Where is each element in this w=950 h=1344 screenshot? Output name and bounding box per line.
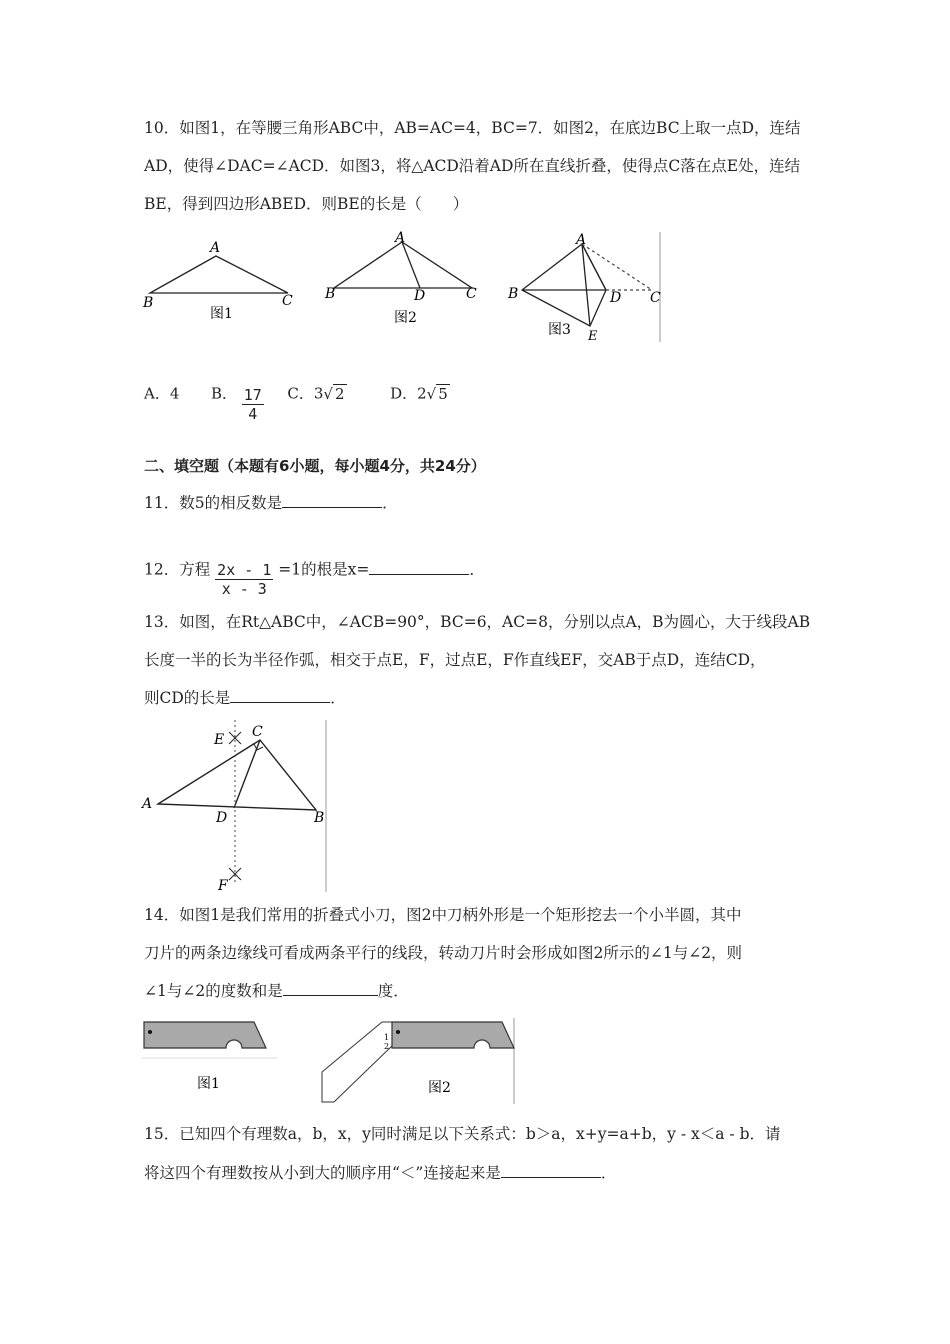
option-a: A．4: [144, 384, 180, 403]
knife-handle: [392, 1022, 514, 1048]
figure-caption: 图2: [394, 310, 417, 326]
q11-text: 11．数5的相反数是: [144, 494, 283, 512]
q11-answer-blank[interactable]: [282, 493, 382, 508]
figure-caption: 图1: [210, 306, 233, 322]
option-d-prefix: D．2: [390, 384, 427, 403]
label-e: E: [214, 732, 225, 748]
label-b: B: [314, 810, 325, 826]
label-a: A: [576, 232, 587, 248]
q14-figure-2: [316, 1018, 518, 1106]
q13-figure: [140, 716, 330, 894]
triangle-abc: [334, 242, 472, 288]
q12-fraction: [215, 561, 273, 598]
option-b-numerator: 17: [243, 386, 262, 404]
label-e: E: [588, 329, 598, 344]
label-b: B: [325, 286, 336, 302]
label-b: B: [143, 295, 154, 311]
q13-line-1: 13．如图，在Rt△ABC中，∠ACB=90°，BC=6，AC=8，分别以点A，B为圆心，大于线段AB: [144, 613, 811, 631]
q12-mid: =1的根是x=: [278, 560, 370, 579]
q10-line-2: AD，使得∠DAC=∠ACD．如图3，将△ACD沿着AD所在直线折叠，使得点C落在点E处，连结: [144, 157, 801, 175]
angle-2-label: 2: [384, 1042, 390, 1051]
segment-cd: [234, 740, 260, 808]
q14-line-1: 14．如图1是我们常用的折叠式小刀，图2中刀柄外形是一个矩形挖去一个小半圆，其中: [144, 906, 742, 924]
q14-answer-blank[interactable]: [283, 981, 378, 996]
label-c: C: [466, 286, 477, 302]
q12-end: ．: [469, 560, 485, 579]
q10-line-1: 10．如图1，在等腰三角形ABC中，AB=AC=4，BC=7．如图2，在底边BC上取一点D，连结: [144, 119, 801, 137]
option-d-sqrt: √ 5: [426, 384, 448, 403]
label-d: D: [414, 288, 426, 304]
q12: [144, 552, 485, 598]
q10-figure-3: [502, 232, 664, 344]
knife-handle: [144, 1022, 266, 1048]
section-2-heading: 二、填空题（本题有6小题，每小题4分，共24分）: [144, 457, 486, 475]
q12-answer-blank[interactable]: [369, 560, 469, 575]
figure-caption: 图3: [548, 322, 571, 338]
figure-caption: 图1: [197, 1076, 220, 1092]
q14-figure-1: [142, 1018, 277, 1102]
figure-caption: 图2: [428, 1080, 451, 1096]
q11: [144, 493, 398, 513]
q10-figure-1: [140, 238, 305, 328]
option-c-prefix: C．3: [287, 384, 324, 403]
q12-denominator: x - 3: [221, 580, 267, 598]
triangle-abc: [150, 256, 288, 293]
q14-line-3: ∠1与∠2的度数和是 度．: [144, 982, 409, 1000]
arc-mark-e: [229, 732, 241, 744]
angle-1-label: 1: [384, 1033, 390, 1042]
label-a: A: [210, 240, 221, 256]
option-b-denominator: 4: [248, 405, 258, 423]
label-d: D: [610, 290, 622, 306]
label-c: C: [252, 724, 263, 740]
q13-line-2: 长度一半的长为半径作弧，相交于点E，F，过点E，F作直线EF，交AB于点D，连结CD，: [144, 651, 766, 669]
dashed-ac: [582, 244, 652, 290]
q15-answer-blank[interactable]: [501, 1163, 601, 1178]
q10-figure-2: [320, 230, 485, 330]
q11-end: ．: [382, 494, 398, 512]
label-f: F: [218, 878, 228, 894]
label-c: C: [282, 293, 293, 309]
q15-line-1: 15．已知四个有理数a，b，x，y同时满足以下关系式：b＞a，x+y=a+b，y - x＜a - b．请: [144, 1125, 781, 1143]
q12-prefix: 12．方程: [144, 560, 211, 579]
q13-answer-blank[interactable]: [230, 688, 330, 703]
label-c: C: [650, 290, 661, 306]
option-c-sqrt: √ 2: [323, 384, 345, 403]
label-d: D: [216, 810, 228, 826]
q10-line-3: BE，得到四边形ABED．则BE的长是（ ）: [144, 195, 469, 213]
q10-options: [144, 376, 450, 423]
rivet: [396, 1030, 400, 1034]
option-b-prefix: B．: [210, 384, 237, 403]
option-b-fraction: [242, 386, 264, 423]
q14-line-2: 刀片的两条边缘线可看成两条平行的线段，转动刀片时会形成如图2所示的∠1与∠2，则: [144, 944, 743, 962]
rivet: [148, 1030, 152, 1034]
q15-line-2: 将这四个有理数按从小到大的顺序用“＜”连接起来是 ．: [144, 1164, 617, 1182]
label-a: A: [395, 230, 406, 246]
segment-ad: [402, 242, 420, 288]
quadrilateral-abed: [522, 244, 606, 326]
q12-numerator: 2x - 1: [217, 561, 272, 579]
arc-mark-f: [229, 868, 241, 880]
label-b: B: [508, 286, 519, 302]
label-a: A: [142, 796, 153, 812]
q13-line-3: 则CD的长是 ．: [144, 689, 346, 707]
